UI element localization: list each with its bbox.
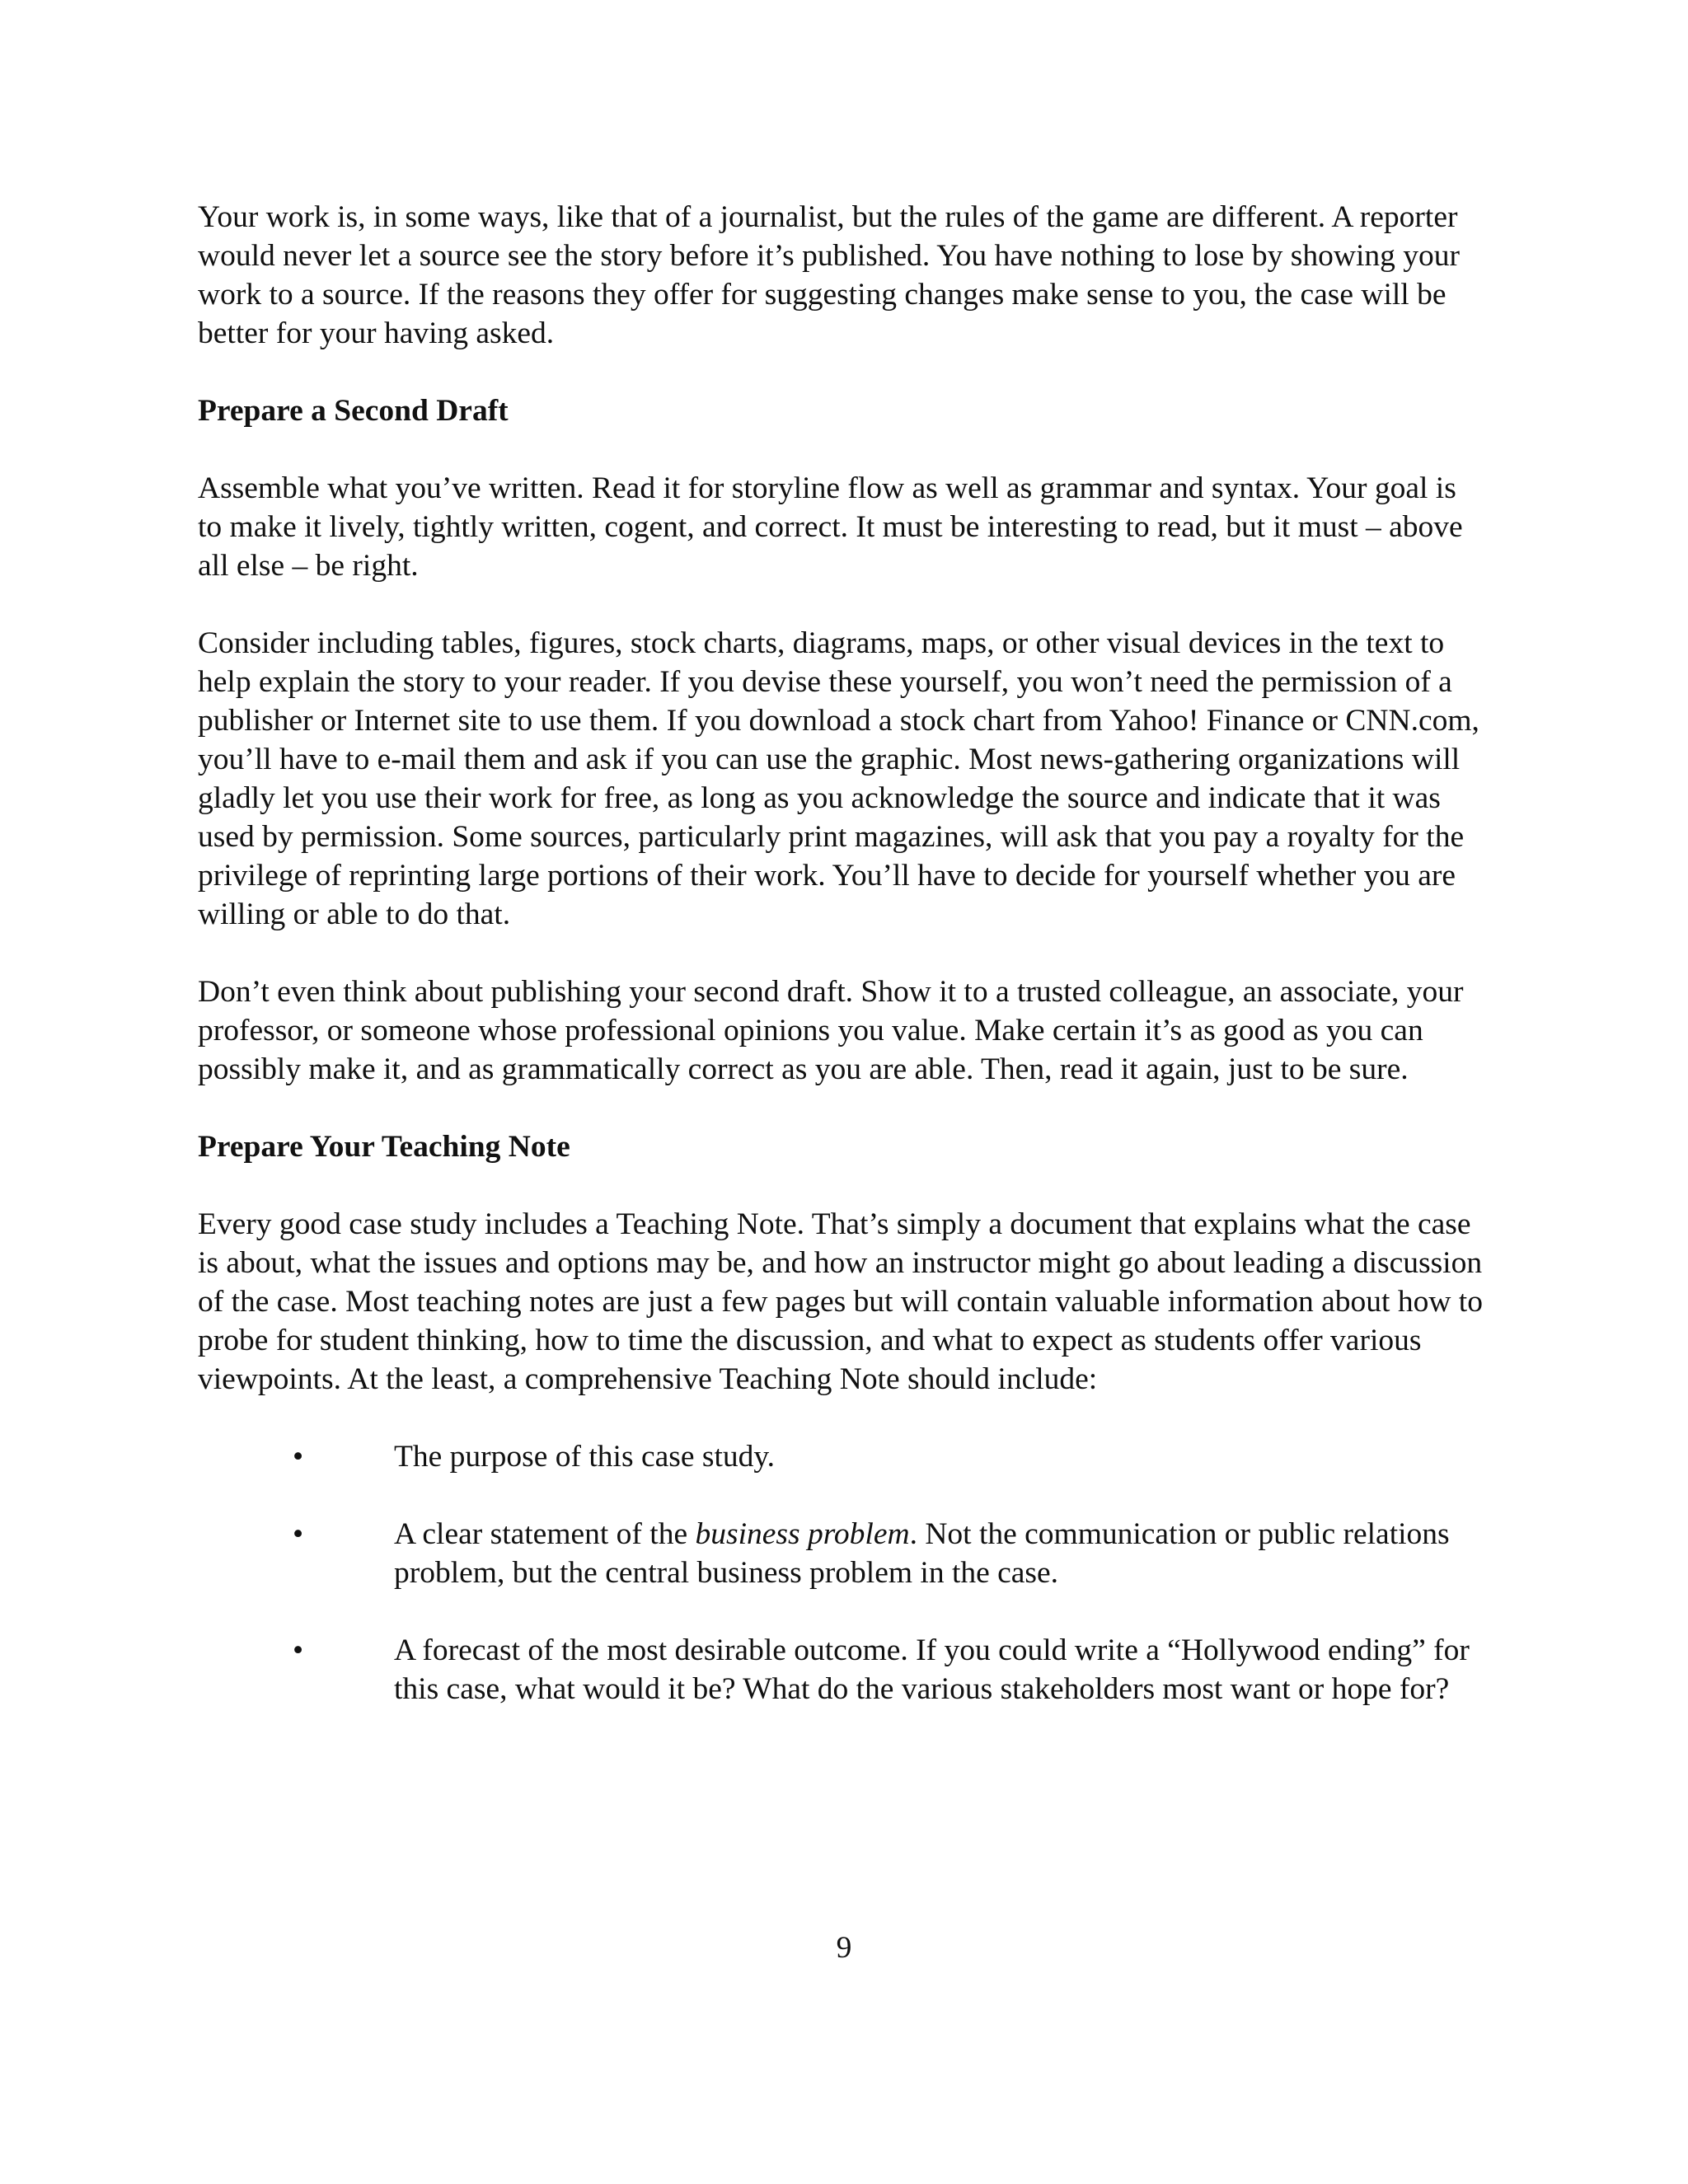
bullet-text: A forecast of the most desirable outcome. If you could write a “Hollywood ending” for this case, what would it be? What do the various stakeholders most want or hope for? <box>394 1633 1470 1706</box>
list-item <box>198 1631 1484 1708</box>
bullet-list <box>198 1437 1484 1708</box>
bullet-emphasis: business problem <box>695 1517 910 1551</box>
paragraph-assemble: Assemble what you’ve written. Read it for storyline flow as well as grammar and syntax. Your goal is to make it lively, tightly written, cogent, and correct. It must be interesting to read, but it must – above all else – be right. <box>198 471 1463 583</box>
bullet-text: A clear statement of the <box>394 1517 696 1551</box>
bullet-icon: • <box>293 1633 304 1667</box>
page-number: 9 <box>836 1931 852 1965</box>
heading-teaching-note: Prepare Your Teaching Note <box>198 1130 570 1164</box>
paragraph-teaching-note: Every good case study includes a Teaching Note. That’s simply a document that explains what the case is about, what the issues and options may be, and how an instructor might go about leading a discussion of the case. Most teaching notes are just a few pages but will contain valuable information about how to probe for student thinking, how to time the discussion, and what to expect as students offer various viewpoints. At the least, a comprehensive Teaching Note should include: <box>198 1207 1483 1396</box>
list-item <box>198 1437 1484 1476</box>
document-page <box>198 198 1484 1747</box>
paragraph-visual-devices: Consider including tables, figures, stock charts, diagrams, maps, or other visual devices in the text to help explain the story to your reader. If you devise these yourself, you won’t need the permission of a publisher or Internet site to use them. If you download a stock chart from Yahoo! Finance or CNN.com, you’ll have to e-mail them and ask if you can use the graphic. Most news-gathering organizations will gladly let you use their work for free, as long as you acknowledge the source and indicate that it was used by permission. Some sources, particularly print magazines, will ask that you pay a royalty for the privilege of reprinting large portions of their work. You’ll have to decide for yourself whether you are willing or able to do that. <box>198 626 1479 931</box>
bullet-icon: • <box>293 1517 304 1551</box>
paragraph-dont-publish: Don’t even think about publishing your second draft. Show it to a trusted colleague, an associate, your professor, or someone whose professional opinions you value. Make certain it’s as good as you can possibly make it, and as grammatically correct as you are able. Then, read it again, just to be sure. <box>198 975 1464 1086</box>
list-item <box>198 1515 1484 1592</box>
bullet-icon: • <box>293 1440 304 1474</box>
bullet-text: The purpose of this case study. <box>394 1440 776 1474</box>
paragraph-journalist: Your work is, in some ways, like that of a journalist, but the rules of the game are different. A reporter would never let a source see the story before it’s published. You have nothing to lose by showing your work to a source. If the reasons they offer for suggesting changes make sense to you, the case will be better for your having asked. <box>198 200 1460 350</box>
heading-second-draft: Prepare a Second Draft <box>198 394 509 428</box>
bullet-text-continued: . Not the communication or public relations problem, but the central business problem in the case. <box>394 1517 1450 1590</box>
